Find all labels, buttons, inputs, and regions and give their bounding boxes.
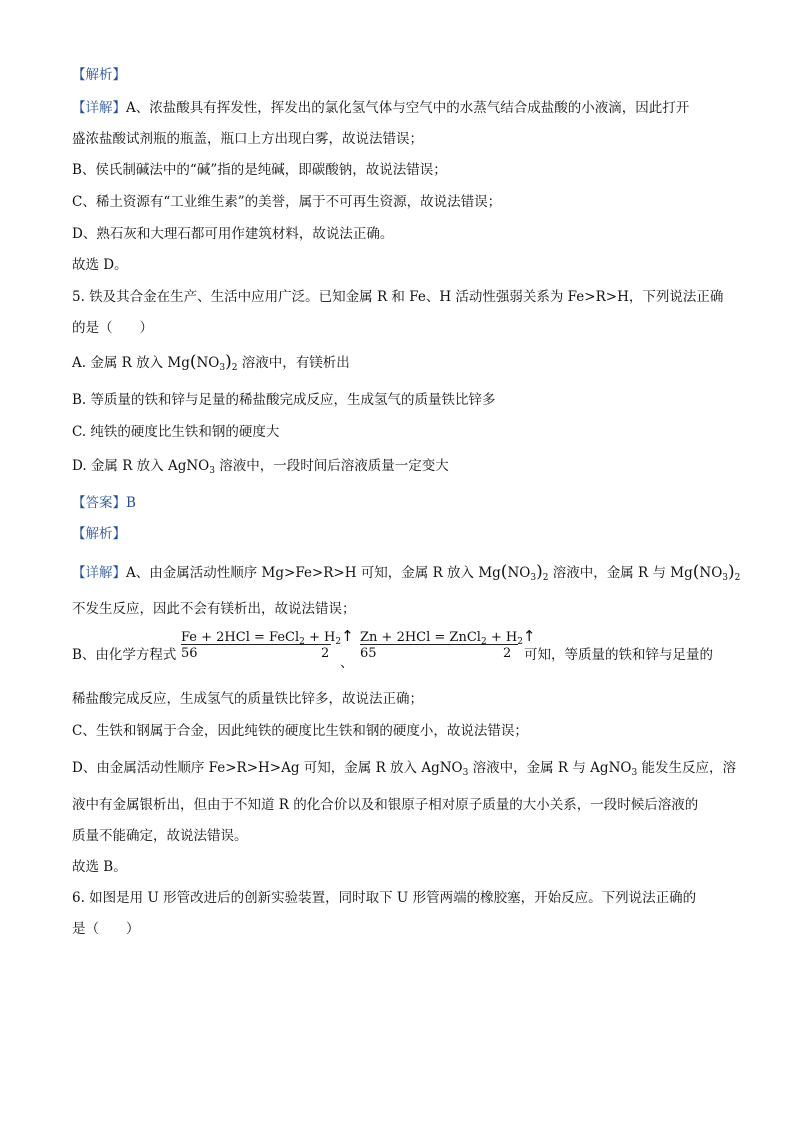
option-c: C. 纯铁的硬度比生铁和钢的硬度大: [72, 424, 280, 440]
equation-iron-mass: 56: [181, 646, 198, 661]
analysis-label: 【解析】: [72, 67, 126, 83]
option-b: B. 等质量的铁和锌与足量的稀盐酸完成反应，生成氢气的质量铁比锌多: [72, 392, 496, 408]
question-6-stem-1: 6. 如图是用 U 形管改进后的创新实验装置，同时取下 U 形管两端的橡胶塞，开始反应。下列说法正确的: [72, 890, 697, 906]
detail-line-d: D、熟石灰和大理石都可用作建筑材料，故说法正确。: [72, 226, 394, 242]
explain-b-line-2: 稀盐酸完成反应，生成氢气的质量铁比锌多，故说法正确；: [72, 691, 423, 707]
equation-iron-h2-mass: 2: [321, 646, 330, 661]
question-5-stem-1: 5. 铁及其合金在生产、生活中应用广泛。已知金属 R 和 Fe、H 活动性强弱关系为 Fe>R>H，下列说法正确: [72, 289, 724, 305]
question-6-stem-2: 是（ ）: [72, 921, 140, 937]
option-a: A. 金属 R 放入 $Mg(NO_3)_2$ 溶液中，有镁析出: [72, 352, 350, 373]
explain-a-line-2: 不发生反应，因此不会有镁析出，故说法错误；: [72, 601, 356, 617]
equation-iron: Fe + 2HCl = FeCl$_2$ + $H_2↑$ 56 2: [181, 627, 354, 661]
detail-line-c: C、稀土资源有“工业维生素”的美誉，属于不可再生资源，故说法错误；: [72, 194, 502, 210]
detail-line-b: B、侯氏制碱法中的“碱”指的是纯碱，即碳酸钠，故说法错误；: [72, 162, 447, 178]
analysis-label-q5: 【解析】: [72, 526, 126, 542]
explain-d-line-2: 液中有金属银析出，但由于不知道 R 的化合价以及和银原子相对原子质量的大小关系，一段时候后溶液的: [72, 797, 699, 813]
question-5-stem-2: 的是（ ）: [72, 320, 153, 336]
equation-zinc: Zn + 2HCl = ZnCl$_2$ + $H_2↑$ 65 2: [360, 627, 536, 661]
detail-label: 【详解】: [72, 100, 126, 116]
detail-line-a2: 盛浓盐酸试剂瓶的瓶盖，瓶口上方出现白雾，故说法错误；: [72, 131, 423, 147]
explain-d-line-1: D、由金属活动性顺序 Fe>R>H>Ag 可知，金属 R 放入 AgNO$_3$ 溶液中，金属 R 与 AgNO$_3$ 能发生反应，溶: [72, 760, 736, 778]
equation-zinc-mass: 65: [360, 646, 377, 661]
equation-zinc-h2-mass: 2: [503, 646, 512, 661]
explain-b-intro: B、由化学方程式: [72, 647, 177, 663]
detail-line-a1: 【详解】A、浓盐酸具有挥发性，挥发出的氯化氢气体与空气中的水蒸气结合成盐酸的小液滴，因此打开: [72, 100, 690, 116]
option-d: D. 金属 R 放入 AgNO$_3$ 溶液中，一段时间后溶液质量一定变大: [72, 458, 449, 476]
choice-line-q5: 故选 B。: [72, 859, 127, 875]
answer-label: 【答案】B: [72, 495, 136, 511]
explain-b-tail: 可知，等质量的铁和锌与足量的: [524, 647, 713, 663]
choice-line: 故选 D。: [72, 257, 128, 273]
explain-d-line-3: 质量不能确定，故说法错误。: [72, 828, 248, 844]
explain-a-line-1: 【详解】A、由金属活动性顺序 Mg>Fe>R>H 可知，金属 R 放入 $Mg(NO_3)_2$ 溶液中，金属 R 与 $Mg(NO_3)_2$: [72, 562, 741, 583]
equation-separator: 、: [340, 655, 354, 671]
explain-c: C、生铁和钢属于合金，因此纯铁的硬度比生铁和钢的硬度小，故说法错误；: [72, 723, 528, 739]
